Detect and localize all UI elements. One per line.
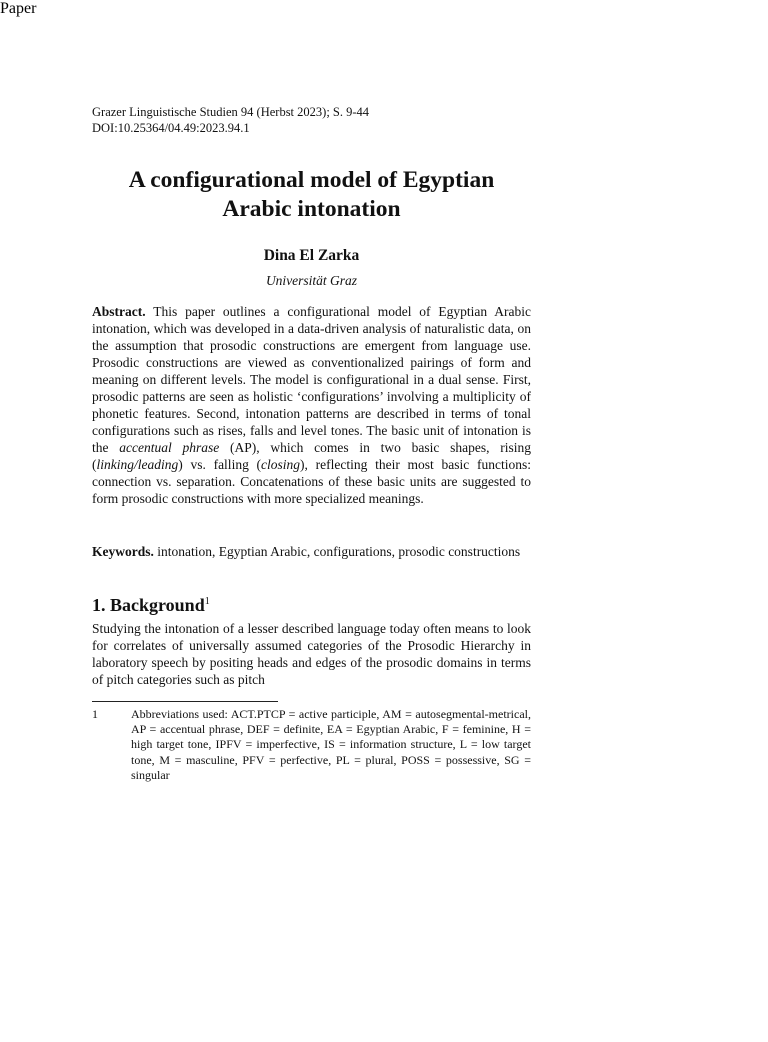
footnote-divider xyxy=(92,701,278,702)
keywords-label: Keywords. xyxy=(92,544,154,559)
author-affiliation: Universität Graz xyxy=(265,273,358,288)
footnote-number: 1 xyxy=(92,707,98,721)
title-line-1: A configurational model of Egyptian xyxy=(128,167,495,193)
abstract-text-1: This paper outlines a configurational model of Egyptian Arabic intonation, which was developed in a data-driven analysis of naturalistic data, on the assumption that prosodic constructions are emergent from language use. Prosodic constructions are viewed as conventionalized pairings of form and meaning on different levels. The model is configurational in a dual sense. First, prosodic patterns are seen as holistic ‘configurations’ involving a multiplicity of phonetic features. Second, intonation patterns are described in terms of tonal configurations such as rises, falls and level tones. The basic unit of intonation is the xyxy=(92,304,531,455)
doi-line: DOI:10.25364/04.49:2023.94.1 xyxy=(92,121,250,135)
abstract-paragraph xyxy=(92,303,531,507)
paper-title xyxy=(92,166,531,224)
keywords-paragraph xyxy=(92,543,531,560)
keywords-text: intonation, Egyptian Arabic, configurations, prosodic constructions xyxy=(153,544,521,559)
abstract-term-linking: linking/leading xyxy=(96,457,179,472)
title-line-2: Arabic intonation xyxy=(222,196,401,222)
footnote-reference[interactable]: 1 xyxy=(204,596,210,607)
author-name: Dina El Zarka xyxy=(263,247,360,264)
section-heading-background xyxy=(92,591,531,616)
abstract-text-4: ), reflecting their most basic functions: connection vs. separation. Concatenations of these basic units are suggested to form prosodic constructions with more specialized meanings. xyxy=(92,457,531,506)
journal-citation: Grazer Linguistische Studien 94 (Herbst 2023); S. 9-44 xyxy=(92,105,370,119)
section-heading-text: 1. Background xyxy=(92,595,205,615)
paper-page xyxy=(0,18,768,1042)
abstract-term-accentual-phrase: accentual phrase xyxy=(119,440,220,455)
abstract-text-3: ) vs. falling ( xyxy=(178,457,262,472)
running-header xyxy=(92,104,531,136)
abstract-term-closing: closing xyxy=(261,457,301,472)
abstract-text-2: (AP), which comes in two basic shapes, rising ( xyxy=(92,440,531,472)
footnote xyxy=(92,707,531,783)
abstract-label: Abstract. xyxy=(92,304,146,319)
background-paragraph: Studying the intonation of a lesser described language today often means to look for correlates of universally assumed categories of the Prosodic Hierarchy in laboratory speech by positing heads and edges of the prosodic domains in terms of pitch categories such as pitch xyxy=(92,621,531,687)
footnote-text: Abbreviations used: ACT.PTCP = active participle, AM = autosegmental-metrical, AP = accentual phrase, DEF = definite, EA = Egyptian Arabic, F = feminine, H = high target tone, IPFV = imperfective, IS = information structure, L = low target tone, M = masculine, PFV = perfective, PL = plural, POSS = possessive, SG = singular xyxy=(131,707,531,782)
